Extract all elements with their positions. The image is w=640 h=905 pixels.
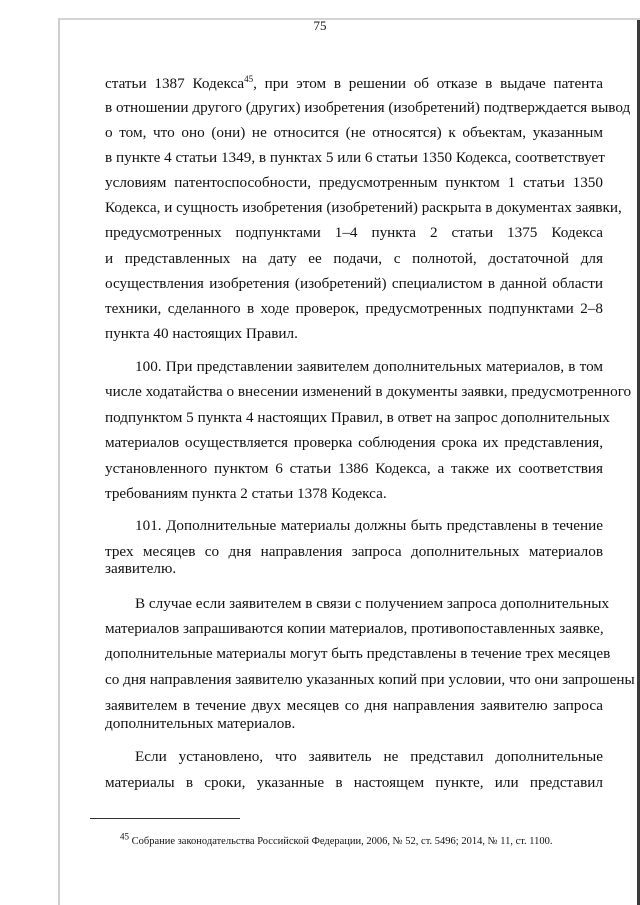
text-line: Кодекса, и сущность изобретения (изобретений) раскрыта в документах заявки, [105, 199, 622, 216]
text-line: Если установлено, что заявитель не представил дополнительные [135, 748, 603, 765]
text-line: дополнительных материалов. [105, 715, 296, 732]
text-line: материалов осуществляется проверка соблюдения срока их представления, [105, 434, 603, 451]
text-line: дополнительные материалы могут быть представлены в течение трех месяцев [105, 645, 611, 662]
text-line: числе ходатайства о внесении изменений в документы заявки, предусмотренного [105, 383, 632, 400]
text-line: предусмотренных подпунктами 1–4 пункта 2 статьи 1375 Кодекса [105, 224, 603, 241]
text-line: о том, что оно (они) не относится (не относятся) к объектам, указанным [105, 124, 603, 141]
footnote [120, 831, 553, 847]
text-line: 101. Дополнительные материалы должны быть представлены в течение [135, 517, 603, 534]
text-line: материалов запрашиваются копии материалов, противопоставленных заявке, [105, 620, 604, 637]
footnote-separator [90, 818, 240, 819]
text-line: заявителю. [105, 560, 177, 577]
text-line: и представленных на дату ее подачи, с полнотой, достаточной для [105, 250, 603, 267]
text-line: трех месяцев со дня направления запроса дополнительных материалов [105, 543, 603, 560]
text-line: требованиям пункта 2 статьи 1378 Кодекса. [105, 485, 387, 502]
text-line: В случае если заявителем в связи с получением запроса дополнительных [135, 595, 610, 612]
text-line: статьи 1387 Кодекса$^{45}$, при этом в решении об отказе в выдаче патента [105, 73, 603, 92]
page-number: 75 [313, 18, 327, 33]
text-line: материалы в сроки, указанные в настоящем пункте, или представил [105, 774, 603, 791]
text-line: заявителем в течение двух месяцев со дня направления заявителю запроса [105, 697, 603, 714]
scan-edge-left [58, 18, 60, 905]
footnote-ref: 45 [244, 73, 254, 84]
text-line: 100. При представлении заявителем дополнительных материалов, в том [135, 358, 603, 375]
text-line: установленного пунктом 6 статьи 1386 Кодекса, а также их соответствия [105, 460, 603, 477]
text-line: пункта 40 настоящих Правил. [105, 325, 298, 342]
footnote-mark: 45 [120, 831, 129, 842]
text-line: условиям патентоспособности, предусмотренным пунктом 1 статьи 1350 [105, 174, 603, 191]
footnote-text: Собрание законодательства Российской Федерации, 2006, № 52, ст. 5496; 2014, № 11, ст. 1100. [129, 836, 553, 847]
text-line: техники, сделанного в ходе проверок, предусмотренных подпунктами 2–8 [105, 300, 603, 317]
text-line: подпунктом 5 пункта 4 настоящих Правил, в ответ на запрос дополнительных [105, 409, 610, 426]
text-line: со дня направления заявителю указанных копий при условии, что они запрошены [105, 671, 635, 688]
text-line: в отношении другого (других) изобретения (изобретений) подтверждается вывод [105, 99, 631, 116]
text-line: в пункте 4 статьи 1349, в пунктах 5 или 6 статьи 1350 Кодекса, соответствует [105, 149, 605, 166]
text-line: осуществления изобретения (изобретений) специалистом в данной области [105, 275, 603, 292]
